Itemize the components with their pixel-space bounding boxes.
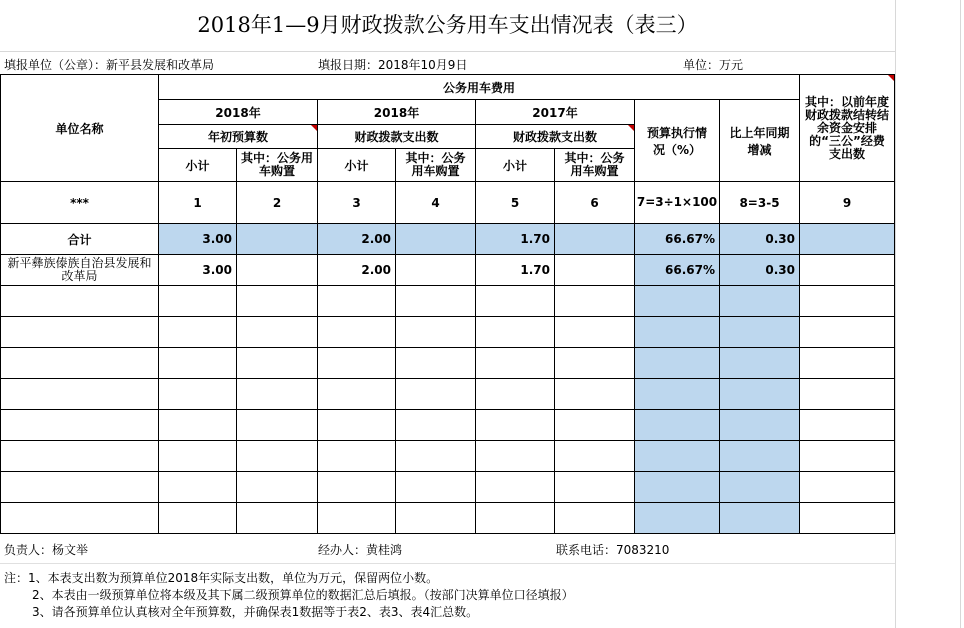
index-cell: 3 [318, 182, 396, 224]
empty-cell[interactable] [720, 286, 800, 317]
table-row-empty [1, 410, 895, 441]
empty-cell[interactable] [237, 441, 318, 472]
reporting-unit: 填报单位（公章）：新平县发展和改革局 [4, 58, 215, 72]
empty-cell[interactable] [237, 286, 318, 317]
cell-value[interactable] [800, 255, 895, 286]
footer-divider [0, 563, 895, 564]
cell-value[interactable] [555, 224, 635, 255]
cell-value[interactable]: 3.00 [159, 224, 237, 255]
table-row-empty [1, 441, 895, 472]
index-cell: 9 [800, 182, 895, 224]
currency-unit: 单位：万元 [683, 58, 744, 72]
empty-cell[interactable] [396, 348, 476, 379]
reporting-date: 填报日期：2018年10月9日 [318, 58, 468, 72]
empty-cell[interactable] [396, 472, 476, 503]
empty-cell[interactable] [476, 348, 555, 379]
header-subtotal: 小计 [318, 149, 396, 182]
cell-value[interactable]: 2.00 [318, 224, 396, 255]
empty-cell[interactable] [476, 286, 555, 317]
cell-value[interactable]: 0.30 [720, 224, 800, 255]
empty-cell[interactable] [396, 441, 476, 472]
empty-cell[interactable] [635, 410, 720, 441]
cell-value[interactable]: 0.30 [720, 255, 800, 286]
cell-value[interactable]: 1.70 [476, 224, 555, 255]
table-row-empty [1, 348, 895, 379]
header-prior-year: 其中：以前年度财政拨款结转结余资金安排的“三公”经费支出数 [800, 75, 895, 182]
title-divider [0, 51, 895, 52]
empty-cell[interactable] [159, 410, 237, 441]
table-row-empty [1, 317, 895, 348]
table-row-empty [1, 472, 895, 503]
empty-cell[interactable] [800, 410, 895, 441]
empty-cell[interactable] [1, 472, 159, 503]
expenditure-table [0, 74, 895, 534]
index-cell: 2 [237, 182, 318, 224]
empty-cell[interactable] [635, 441, 720, 472]
empty-cell[interactable] [237, 379, 318, 410]
empty-cell[interactable] [1, 286, 159, 317]
empty-cell[interactable] [555, 503, 635, 534]
empty-cell[interactable] [635, 286, 720, 317]
header-year-2018b: 2018年 [318, 100, 476, 125]
empty-cell[interactable] [476, 379, 555, 410]
empty-cell[interactable] [1, 441, 159, 472]
empty-cell[interactable] [800, 472, 895, 503]
cell-value[interactable]: 66.67% [635, 255, 720, 286]
empty-cell[interactable] [318, 441, 396, 472]
empty-cell[interactable] [318, 286, 396, 317]
empty-cell[interactable] [800, 348, 895, 379]
empty-cell[interactable] [800, 441, 895, 472]
cell-value[interactable] [237, 224, 318, 255]
header-budget-exec: 预算执行情况（%） [635, 100, 720, 182]
empty-cell[interactable] [720, 379, 800, 410]
empty-cell[interactable] [318, 503, 396, 534]
header-yoy-change: 比上年同期增减 [720, 100, 800, 182]
empty-cell[interactable] [800, 286, 895, 317]
header-car-purchase: 其中：公务用车购置 [396, 149, 476, 182]
header-initial-budget: 年初预算数 [159, 125, 318, 149]
empty-cell[interactable] [159, 441, 237, 472]
header-year-2017: 2017年 [476, 100, 635, 125]
index-cell: 8=3-5 [720, 182, 800, 224]
page-title: 2018年1—9月财政拨款公务用车支出情况表（表三） [197, 13, 698, 37]
handler-person: 经办人：黄桂鸿 [318, 543, 403, 557]
table-row-empty [1, 286, 895, 317]
empty-cell[interactable] [237, 348, 318, 379]
empty-cell[interactable] [237, 503, 318, 534]
empty-cell[interactable] [318, 348, 396, 379]
empty-cell[interactable] [720, 472, 800, 503]
empty-cell[interactable] [159, 379, 237, 410]
empty-cell[interactable] [318, 379, 396, 410]
empty-cell[interactable] [800, 503, 895, 534]
header-fiscal-spend-2017: 财政拨款支出数 [476, 125, 635, 149]
responsible-person: 负责人：杨文举 [4, 543, 89, 557]
note-line: 3、请各预算单位认真核对全年预算数，并确保表1数据等于表2、表3、表4汇总数。 [32, 605, 479, 619]
empty-cell[interactable] [800, 379, 895, 410]
table-row-empty [1, 379, 895, 410]
empty-cell[interactable] [635, 317, 720, 348]
table-row [1, 255, 895, 286]
empty-cell[interactable] [476, 317, 555, 348]
empty-cell[interactable] [396, 286, 476, 317]
cell-value[interactable] [396, 255, 476, 286]
table-row-empty [1, 503, 895, 534]
sheet-gridline [960, 0, 961, 628]
empty-cell[interactable] [159, 317, 237, 348]
header-car-purchase: 其中：公务用车购置 [237, 149, 318, 182]
cell-value[interactable] [396, 224, 476, 255]
index-cell: 1 [159, 182, 237, 224]
empty-cell[interactable] [396, 503, 476, 534]
row-name: 新平彝族傣族自治县发展和改革局 [1, 255, 159, 286]
empty-cell[interactable] [476, 410, 555, 441]
note-line: 注：1、本表支出数为预算单位2018年实际支出数，单位为万元，保留两位小数。 [4, 571, 439, 585]
empty-cell[interactable] [800, 317, 895, 348]
cell-value[interactable]: 66.67% [635, 224, 720, 255]
empty-cell[interactable] [635, 348, 720, 379]
empty-cell[interactable] [159, 348, 237, 379]
header-year-2018a: 2018年 [159, 100, 318, 125]
empty-cell[interactable] [159, 286, 237, 317]
empty-cell[interactable] [720, 441, 800, 472]
cell-value[interactable] [237, 255, 318, 286]
index-cell: 7=3÷1×100 [635, 182, 720, 224]
empty-cell[interactable] [396, 379, 476, 410]
empty-cell[interactable] [1, 317, 159, 348]
header-car-costs: 公务用车费用 [159, 75, 800, 100]
empty-cell[interactable] [237, 472, 318, 503]
empty-cell[interactable] [555, 379, 635, 410]
empty-cell[interactable] [476, 441, 555, 472]
empty-cell[interactable] [1, 379, 159, 410]
empty-cell[interactable] [720, 317, 800, 348]
empty-cell[interactable] [159, 472, 237, 503]
empty-cell[interactable] [555, 472, 635, 503]
index-cell: 4 [396, 182, 476, 224]
empty-cell[interactable] [555, 286, 635, 317]
row-name: 合计 [1, 224, 159, 255]
cell-value[interactable]: 3.00 [159, 255, 237, 286]
index-cell: *** [1, 182, 159, 224]
empty-cell[interactable] [237, 317, 318, 348]
empty-cell[interactable] [635, 379, 720, 410]
empty-cell[interactable] [635, 503, 720, 534]
header-unit-name: 单位名称 [1, 75, 159, 182]
empty-cell[interactable] [1, 503, 159, 534]
table-row-total [1, 224, 895, 255]
notes [4, 570, 574, 621]
empty-cell[interactable] [318, 410, 396, 441]
empty-cell[interactable] [720, 503, 800, 534]
empty-cell[interactable] [476, 503, 555, 534]
header-car-purchase: 其中：公务用车购置 [555, 149, 635, 182]
empty-cell[interactable] [1, 348, 159, 379]
empty-cell[interactable] [396, 410, 476, 441]
empty-cell[interactable] [555, 441, 635, 472]
empty-cell[interactable] [720, 348, 800, 379]
empty-cell[interactable] [318, 472, 396, 503]
empty-cell[interactable] [318, 317, 396, 348]
cell-value[interactable] [800, 224, 895, 255]
index-cell: 5 [476, 182, 555, 224]
cell-value[interactable]: 1.70 [476, 255, 555, 286]
empty-cell[interactable] [1, 410, 159, 441]
empty-cell[interactable] [476, 472, 555, 503]
empty-cell[interactable] [635, 472, 720, 503]
cell-value[interactable]: 2.00 [318, 255, 396, 286]
empty-cell[interactable] [555, 348, 635, 379]
empty-cell[interactable] [555, 317, 635, 348]
contact-phone: 联系电话：7083210 [556, 543, 670, 557]
header-subtotal: 小计 [159, 149, 237, 182]
header-fiscal-spend-2018: 财政拨款支出数 [318, 125, 476, 149]
empty-cell[interactable] [555, 410, 635, 441]
header-subtotal: 小计 [476, 149, 555, 182]
empty-cell[interactable] [237, 410, 318, 441]
empty-cell[interactable] [396, 317, 476, 348]
empty-cell[interactable] [159, 503, 237, 534]
sheet-gridline [895, 0, 896, 628]
note-line: 2、本表由一级预算单位将本级及其下属二级预算单位的数据汇总后填报。（按部门决算单位口径填报） [32, 588, 574, 602]
index-cell: 6 [555, 182, 635, 224]
empty-cell[interactable] [720, 410, 800, 441]
cell-value[interactable] [555, 255, 635, 286]
